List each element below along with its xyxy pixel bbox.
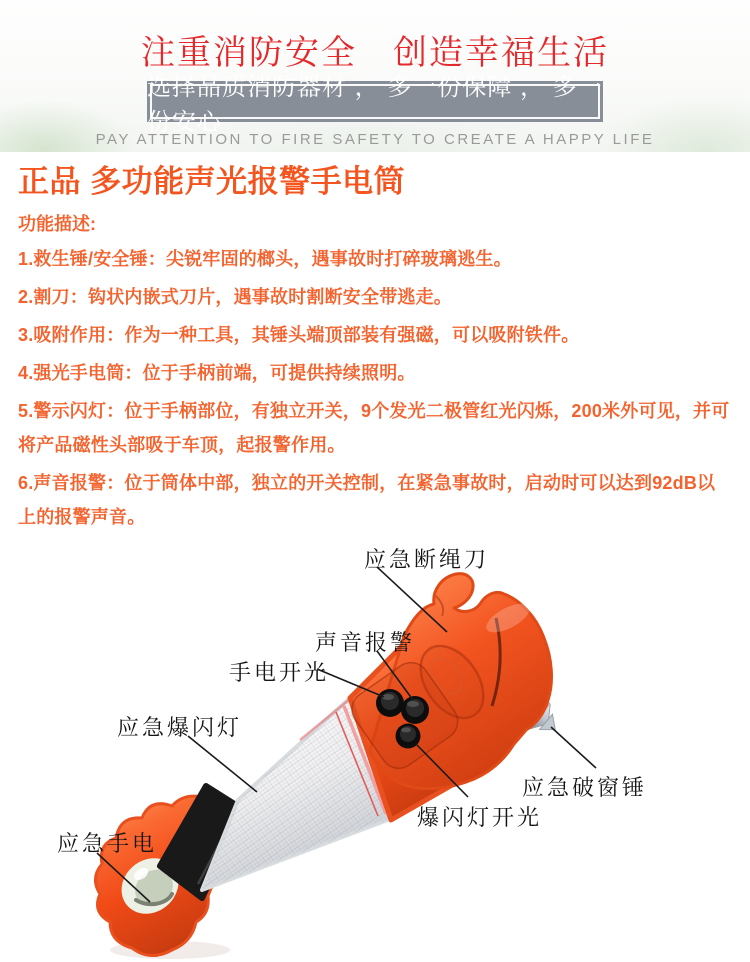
callout-label-sound-alarm: 声音报警 bbox=[315, 630, 416, 655]
feature-item: 6.声音报警：位于筒体中部，独立的开关控制，在紧急事故时，启动时可以达到92dB以上的报警声音。 bbox=[18, 473, 716, 527]
product-title: 正品 多功能声光报警手电筒 bbox=[18, 164, 406, 199]
callout-label-strobe-light: 应急爆闪灯 bbox=[117, 715, 243, 740]
product-diagram bbox=[0, 540, 750, 962]
callout-label-emergency-torch: 应急手电 bbox=[57, 831, 158, 856]
feature-item: 4.强光手电筒：位于手柄前端，可提供持续照明。 bbox=[18, 363, 416, 383]
feature-list bbox=[18, 242, 732, 534]
feature-item: 1.救生锤/安全锤：尖锐牢固的榔头，遇事故时打碎玻璃逃生。 bbox=[18, 249, 512, 269]
callout-line-window-breaker bbox=[551, 727, 596, 768]
description-label: 功能描述: bbox=[18, 214, 96, 234]
banner-text: 选择品质消防器材 ， 多一份保障 ， 多一份安心 bbox=[147, 73, 603, 136]
feature-description-section bbox=[0, 152, 750, 534]
feature-item: 2.割刀：钩状内嵌式刀片，遇事故时割断安全带逃走。 bbox=[18, 287, 453, 307]
callout-label-rope-cutter: 应急断绳刀 bbox=[364, 547, 490, 572]
slogan-banner bbox=[147, 73, 603, 136]
torch-switch-button bbox=[376, 689, 404, 717]
callout-line-strobe-light bbox=[188, 736, 257, 792]
callout-label-window-breaker: 应急破窗锤 bbox=[522, 775, 648, 800]
feature-item: 3.吸附作用：作为一种工具，其锤头端顶部装有强磁，可以吸附铁件。 bbox=[18, 325, 580, 345]
callout-label-strobe-switch: 爆闪灯开光 bbox=[417, 805, 543, 830]
slogan-subtitle-english: PAY ATTENTION TO FIRE SAFETY TO CREATE A HAPPY LIFE bbox=[95, 131, 655, 148]
feature-item: 5.警示闪灯：位于手柄部位，有独立开关，9个发光二极管红光闪烁，200米外可见，并可将产品磁性头部吸于车顶，起报警作用。 bbox=[18, 401, 730, 455]
sound-alarm-button bbox=[401, 696, 429, 724]
flashlight-illustration bbox=[0, 540, 750, 962]
header-banner-section bbox=[0, 0, 750, 152]
callout-label-torch-switch: 手电开光 bbox=[229, 660, 330, 685]
slogan-title: 注重消防安全 创造幸福生活 bbox=[141, 34, 609, 72]
